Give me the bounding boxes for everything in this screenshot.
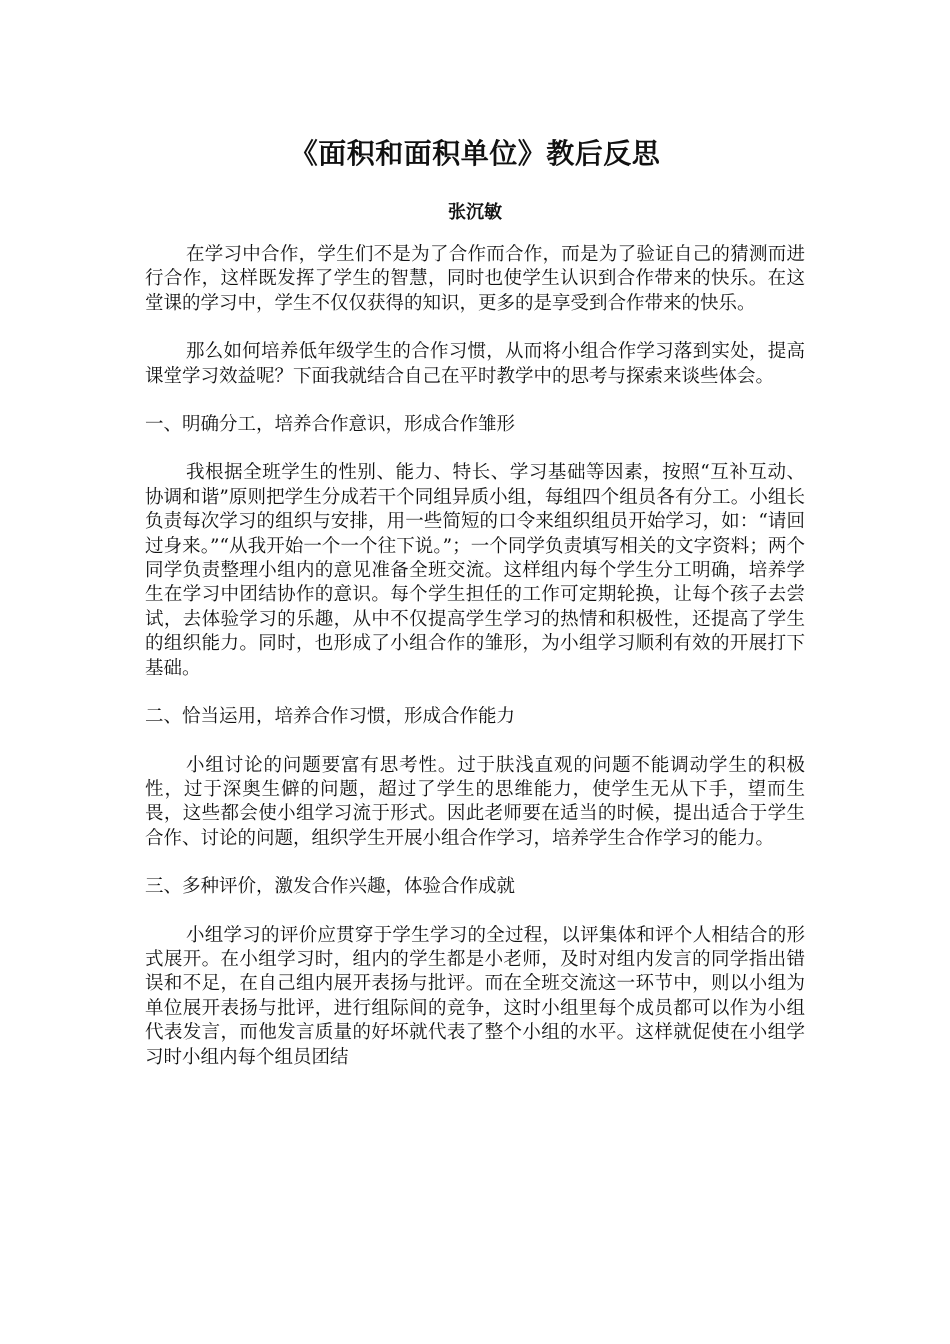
section-heading-3: 三、多种评价，激发合作兴趣，体验合作成就 [145, 876, 516, 898]
paragraph-section-1: 我根据全班学生的性别、能力、特长、学习基础等因素，按照“互补互动、协调和谐”原则把学生分成若干个同组异质小组，每组四个组员各有分工。小组长负责每次学习的组织与安排，用一些简短的口令来组织组员开始学习，如：“请回过身来。”“从我开始一个一个往下说。”；一个同学负责填写相关的文字资料；两个同学负责整理小组内的意见准备全班交流。这样组内每个学生分工明确，培养学生在学习中团结协作的意识。每个学生担任的工作可定期轮换，让每个孩子去尝试，去体验学习的乐趣，从中不仅提高学生学习的热情和积极性，还提高了学生的组织能力。同时，也形成了小组合作的雏形，为小组学习顺利有效的开展打下基础。 [145, 462, 805, 679]
page-title: 《面积和面积单位》教后反思 [289, 137, 661, 170]
document-body [145, 243, 805, 1094]
author-name: 张沉敏 [448, 202, 502, 223]
paragraph-intro: 在学习中合作，学生们不是为了合作而合作，而是为了验证自己的猜测而进行合作，这样既发挥了学生的智慧，同时也使学生认识到合作带来的快乐。在这堂课的学习中，学生不仅仅获得的知识，更多的是享受到合作带来的快乐。 [145, 244, 805, 314]
section-heading-1: 一、明确分工，培养合作意识，形成合作雏形 [145, 414, 516, 436]
paragraph-question: 那么如何培养低年级学生的合作习惯，从而将小组合作学习落到实处，提高课堂学习效益呢？下面我就结合自己在平时教学中的思考与探索来谈些体会。 [145, 341, 805, 387]
section-heading-2: 二、恰当运用，培养合作习惯，形成合作能力 [145, 706, 516, 728]
paragraph-section-2: 小组讨论的问题要富有思考性。过于肤浅直观的问题不能调动学生的积极性，过于深奥生僻的问题，超过了学生的思维能力，使学生无从下手，望而生畏，这些都会使小组学习流于形式。因此老师要在适当的时候，提出适合于学生合作、讨论的问题，组织学生开展小组合作学习，培养学生合作学习的能力。 [145, 754, 805, 849]
paragraph-section-3: 小组学习的评价应贯穿于学生学习的全过程，以评集体和评个人相结合的形式展开。在小组学习时，组内的学生都是小老师，及时对组内发言的同学指出错误和不足，在自己组内展开表扬与批评。而在全班交流这一环节中，则以小组为单位展开表扬与批评，进行组际间的竞争，这时小组里每个成员都可以作为小组代表发言，而他发言质量的好坏就代表了整个小组的水平。这样就促使在小组学习时小组内每个组员团结 [145, 924, 805, 1068]
